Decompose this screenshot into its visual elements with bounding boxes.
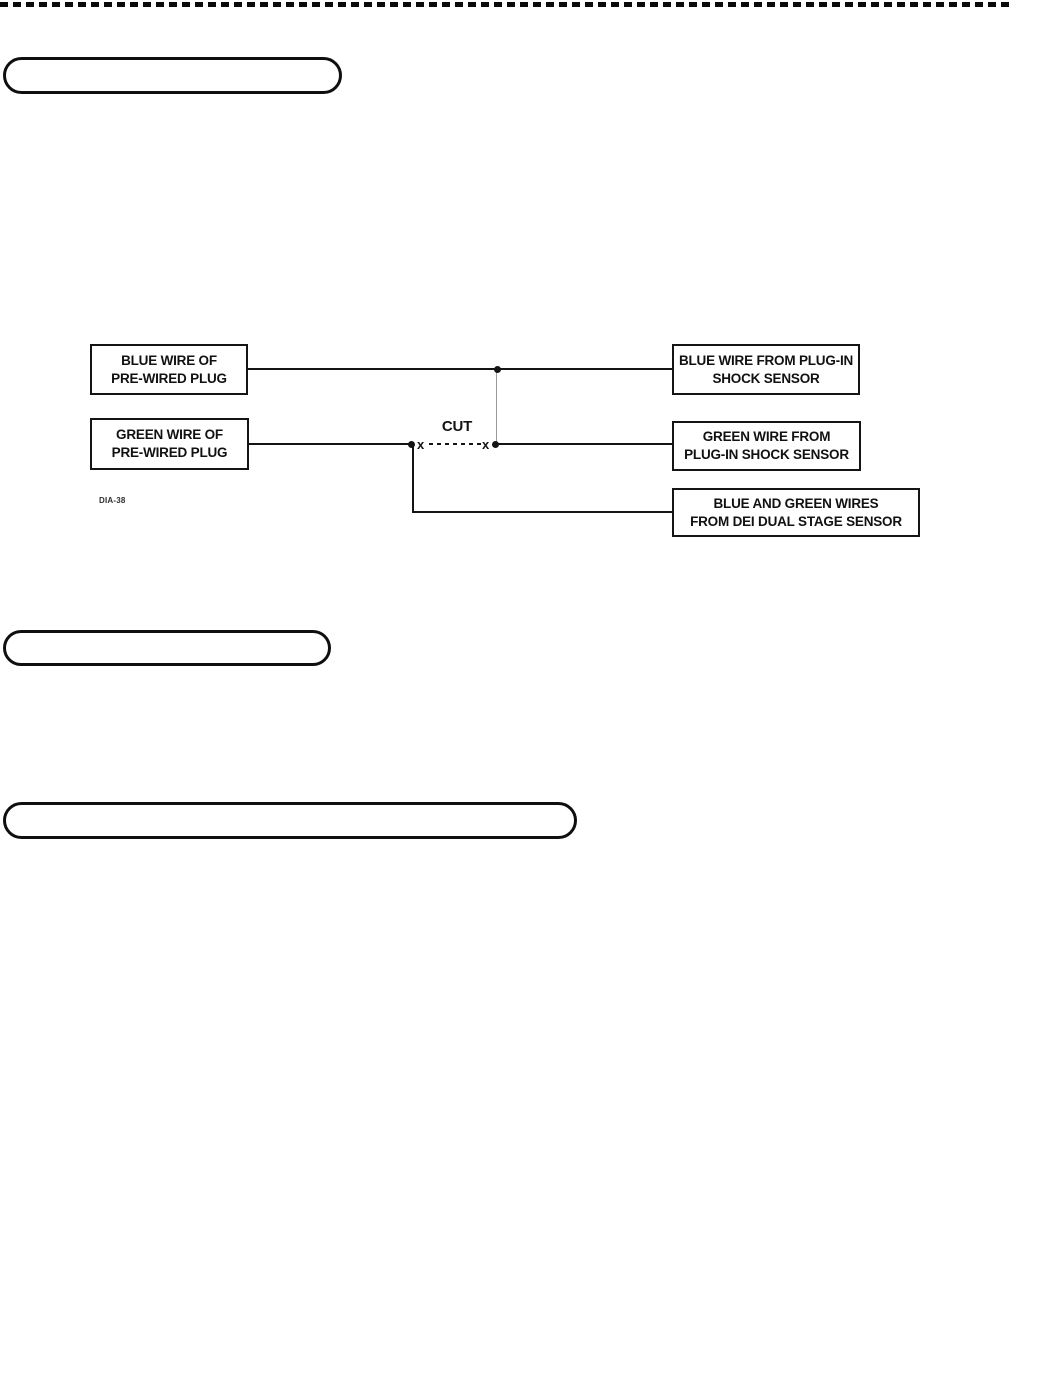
box-green-pre-wired-plug bbox=[90, 418, 249, 470]
figure-label: DIA-38 bbox=[99, 496, 126, 505]
section-heading-pill-3 bbox=[3, 802, 577, 839]
box-label-line: BLUE AND GREEN WIRES bbox=[713, 495, 879, 511]
box-blue-pre-wired-plug bbox=[90, 344, 248, 395]
box-label-line: FROM DEI DUAL STAGE SENSOR bbox=[690, 513, 902, 529]
wire-green-right-segment bbox=[496, 443, 673, 445]
box-label-line: BLUE WIRE FROM PLUG-IN bbox=[678, 352, 854, 368]
box-label-line: BLUE WIRE OF bbox=[121, 352, 217, 368]
connector-vertical-gray bbox=[496, 370, 497, 443]
box-label-line: PRE-WIRED PLUG bbox=[111, 445, 228, 460]
wire-green-cut-dashed-segment bbox=[429, 443, 481, 445]
box-blue-plug-in-shock-sensor bbox=[672, 344, 860, 395]
page-top-dashed-divider bbox=[0, 2, 1010, 7]
cut-marker-left: x bbox=[417, 437, 425, 452]
cut-marker-right: x bbox=[482, 437, 490, 452]
box-dei-dual-stage-sensor bbox=[672, 488, 920, 537]
junction-dot-blue bbox=[494, 366, 501, 373]
section-heading-pill-2 bbox=[3, 630, 331, 666]
box-label-line: PRE-WIRED PLUG bbox=[111, 370, 227, 386]
cut-label: CUT bbox=[441, 418, 473, 435]
junction-dot-green-right bbox=[492, 441, 499, 448]
box-label-line: PLUG-IN SHOCK SENSOR bbox=[684, 447, 849, 462]
wire-dual-stage-horizontal bbox=[412, 511, 673, 513]
section-heading-pill-1 bbox=[3, 57, 342, 94]
box-green-plug-in-shock-sensor bbox=[672, 421, 861, 471]
wire-dual-stage-vertical bbox=[412, 445, 414, 512]
junction-dot-green-left bbox=[408, 441, 415, 448]
wire-blue bbox=[247, 368, 673, 370]
box-label-line: GREEN WIRE OF bbox=[116, 427, 223, 442]
wire-green-left-segment bbox=[248, 443, 412, 445]
box-label-line: GREEN WIRE FROM bbox=[702, 429, 831, 444]
box-label-line: SHOCK SENSOR bbox=[712, 370, 820, 386]
